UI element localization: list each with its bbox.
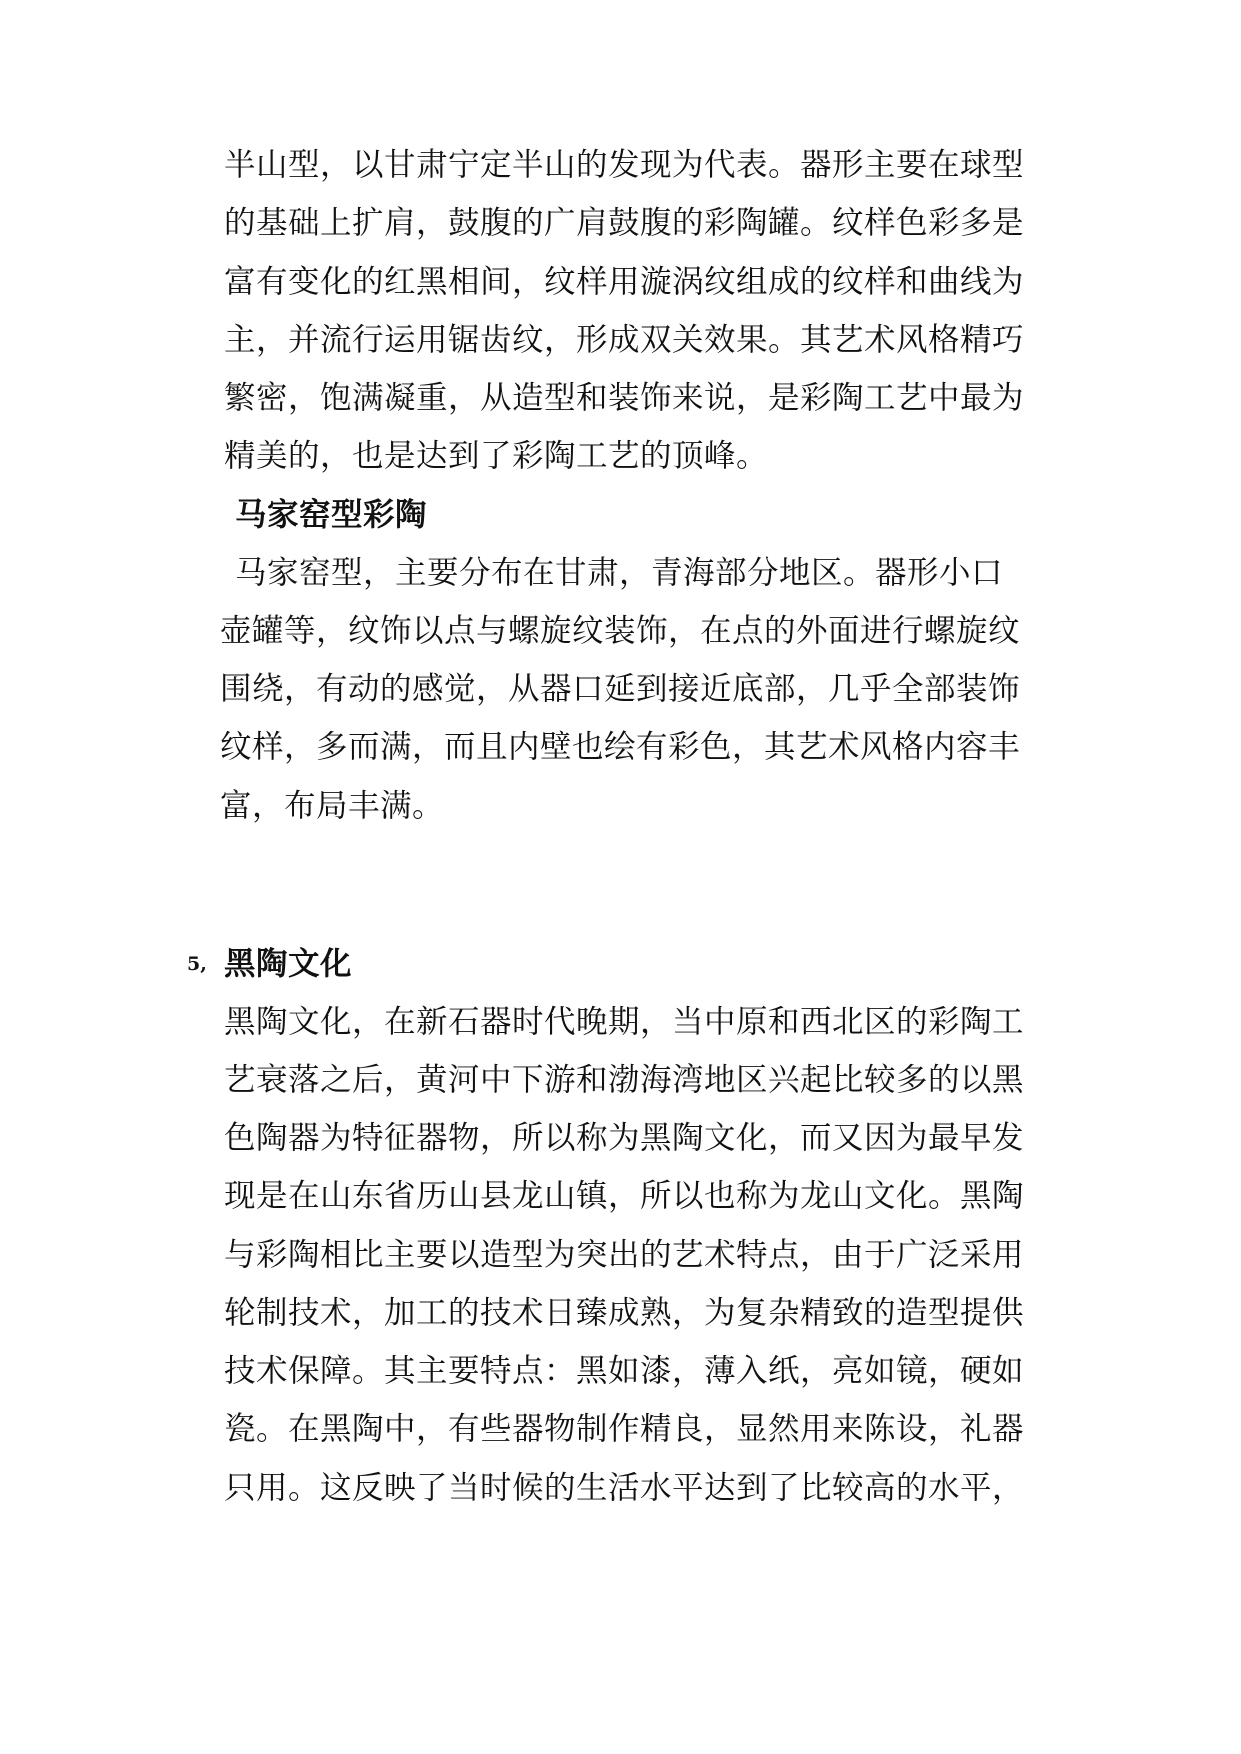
text-line: 繁密，饱满凝重，从造型和装饰来说，是彩陶工艺中最为 bbox=[224, 380, 1025, 416]
text-line: 瓷。在黑陶中，有些器物制作精良，显然用来陈设，礼器 bbox=[224, 1411, 1025, 1447]
text-line: 只用。这反映了当时候的生活水平达到了比较高的水平， bbox=[224, 1470, 1025, 1506]
text-line: 马家窑型，主要分布在甘肃，青海部分地区。器形小口 bbox=[235, 555, 1004, 591]
text-line: 富，布局丰满。 bbox=[220, 788, 445, 824]
text-line: 半山型，以甘肃宁定半山的发现为代表。器形主要在球型 bbox=[224, 147, 1025, 183]
text-line: 壶罐等，纹饰以点与螺旋纹装饰，在点的外面进行螺旋纹 bbox=[220, 613, 1021, 649]
text-line: 黑陶文化，在新石器时代晚期，当中原和西北区的彩陶工 bbox=[224, 1004, 1025, 1040]
text-line: 的基础上扩肩，鼓腹的广肩鼓腹的彩陶罐。纹样色彩多是 bbox=[224, 205, 1025, 241]
section-number: 5, bbox=[187, 953, 207, 975]
section-heading-majiayao: 马家窑型彩陶 bbox=[235, 497, 428, 533]
text-line: 轮制技术，加工的技术日臻成熟，为复杂精致的造型提供 bbox=[224, 1295, 1025, 1331]
text-line: 现是在山东省历山县龙山镇，所以也称为龙山文化。黑陶 bbox=[224, 1178, 1025, 1214]
text-line: 围绕，有动的感觉，从器口延到接近底部，几乎全部装饰 bbox=[220, 671, 1021, 707]
text-line: 纹样，多而满，而且内壁也绘有彩色，其艺术风格内容丰 bbox=[220, 729, 1021, 765]
text-line: 主，并流行运用锯齿纹，形成双关效果。其艺术风格精巧 bbox=[224, 322, 1025, 358]
text-line: 艺衰落之后，黄河中下游和渤海湾地区兴起比较多的以黑 bbox=[224, 1062, 1025, 1098]
text-line: 色陶器为特征器物，所以称为黑陶文化，而又因为最早发 bbox=[224, 1120, 1025, 1156]
text-line: 技术保障。其主要特点：黑如漆，薄入纸，亮如镜，硬如 bbox=[224, 1353, 1025, 1389]
text-line: 与彩陶相比主要以造型为突出的艺术特点，由于广泛采用 bbox=[224, 1237, 1025, 1273]
section-heading-heitao: 黑陶文化 bbox=[224, 946, 353, 982]
text-line: 精美的，也是达到了彩陶工艺的顶峰。 bbox=[224, 438, 769, 474]
text-line: 富有变化的红黑相间，纹样用漩涡纹组成的纹样和曲线为 bbox=[224, 264, 1025, 300]
